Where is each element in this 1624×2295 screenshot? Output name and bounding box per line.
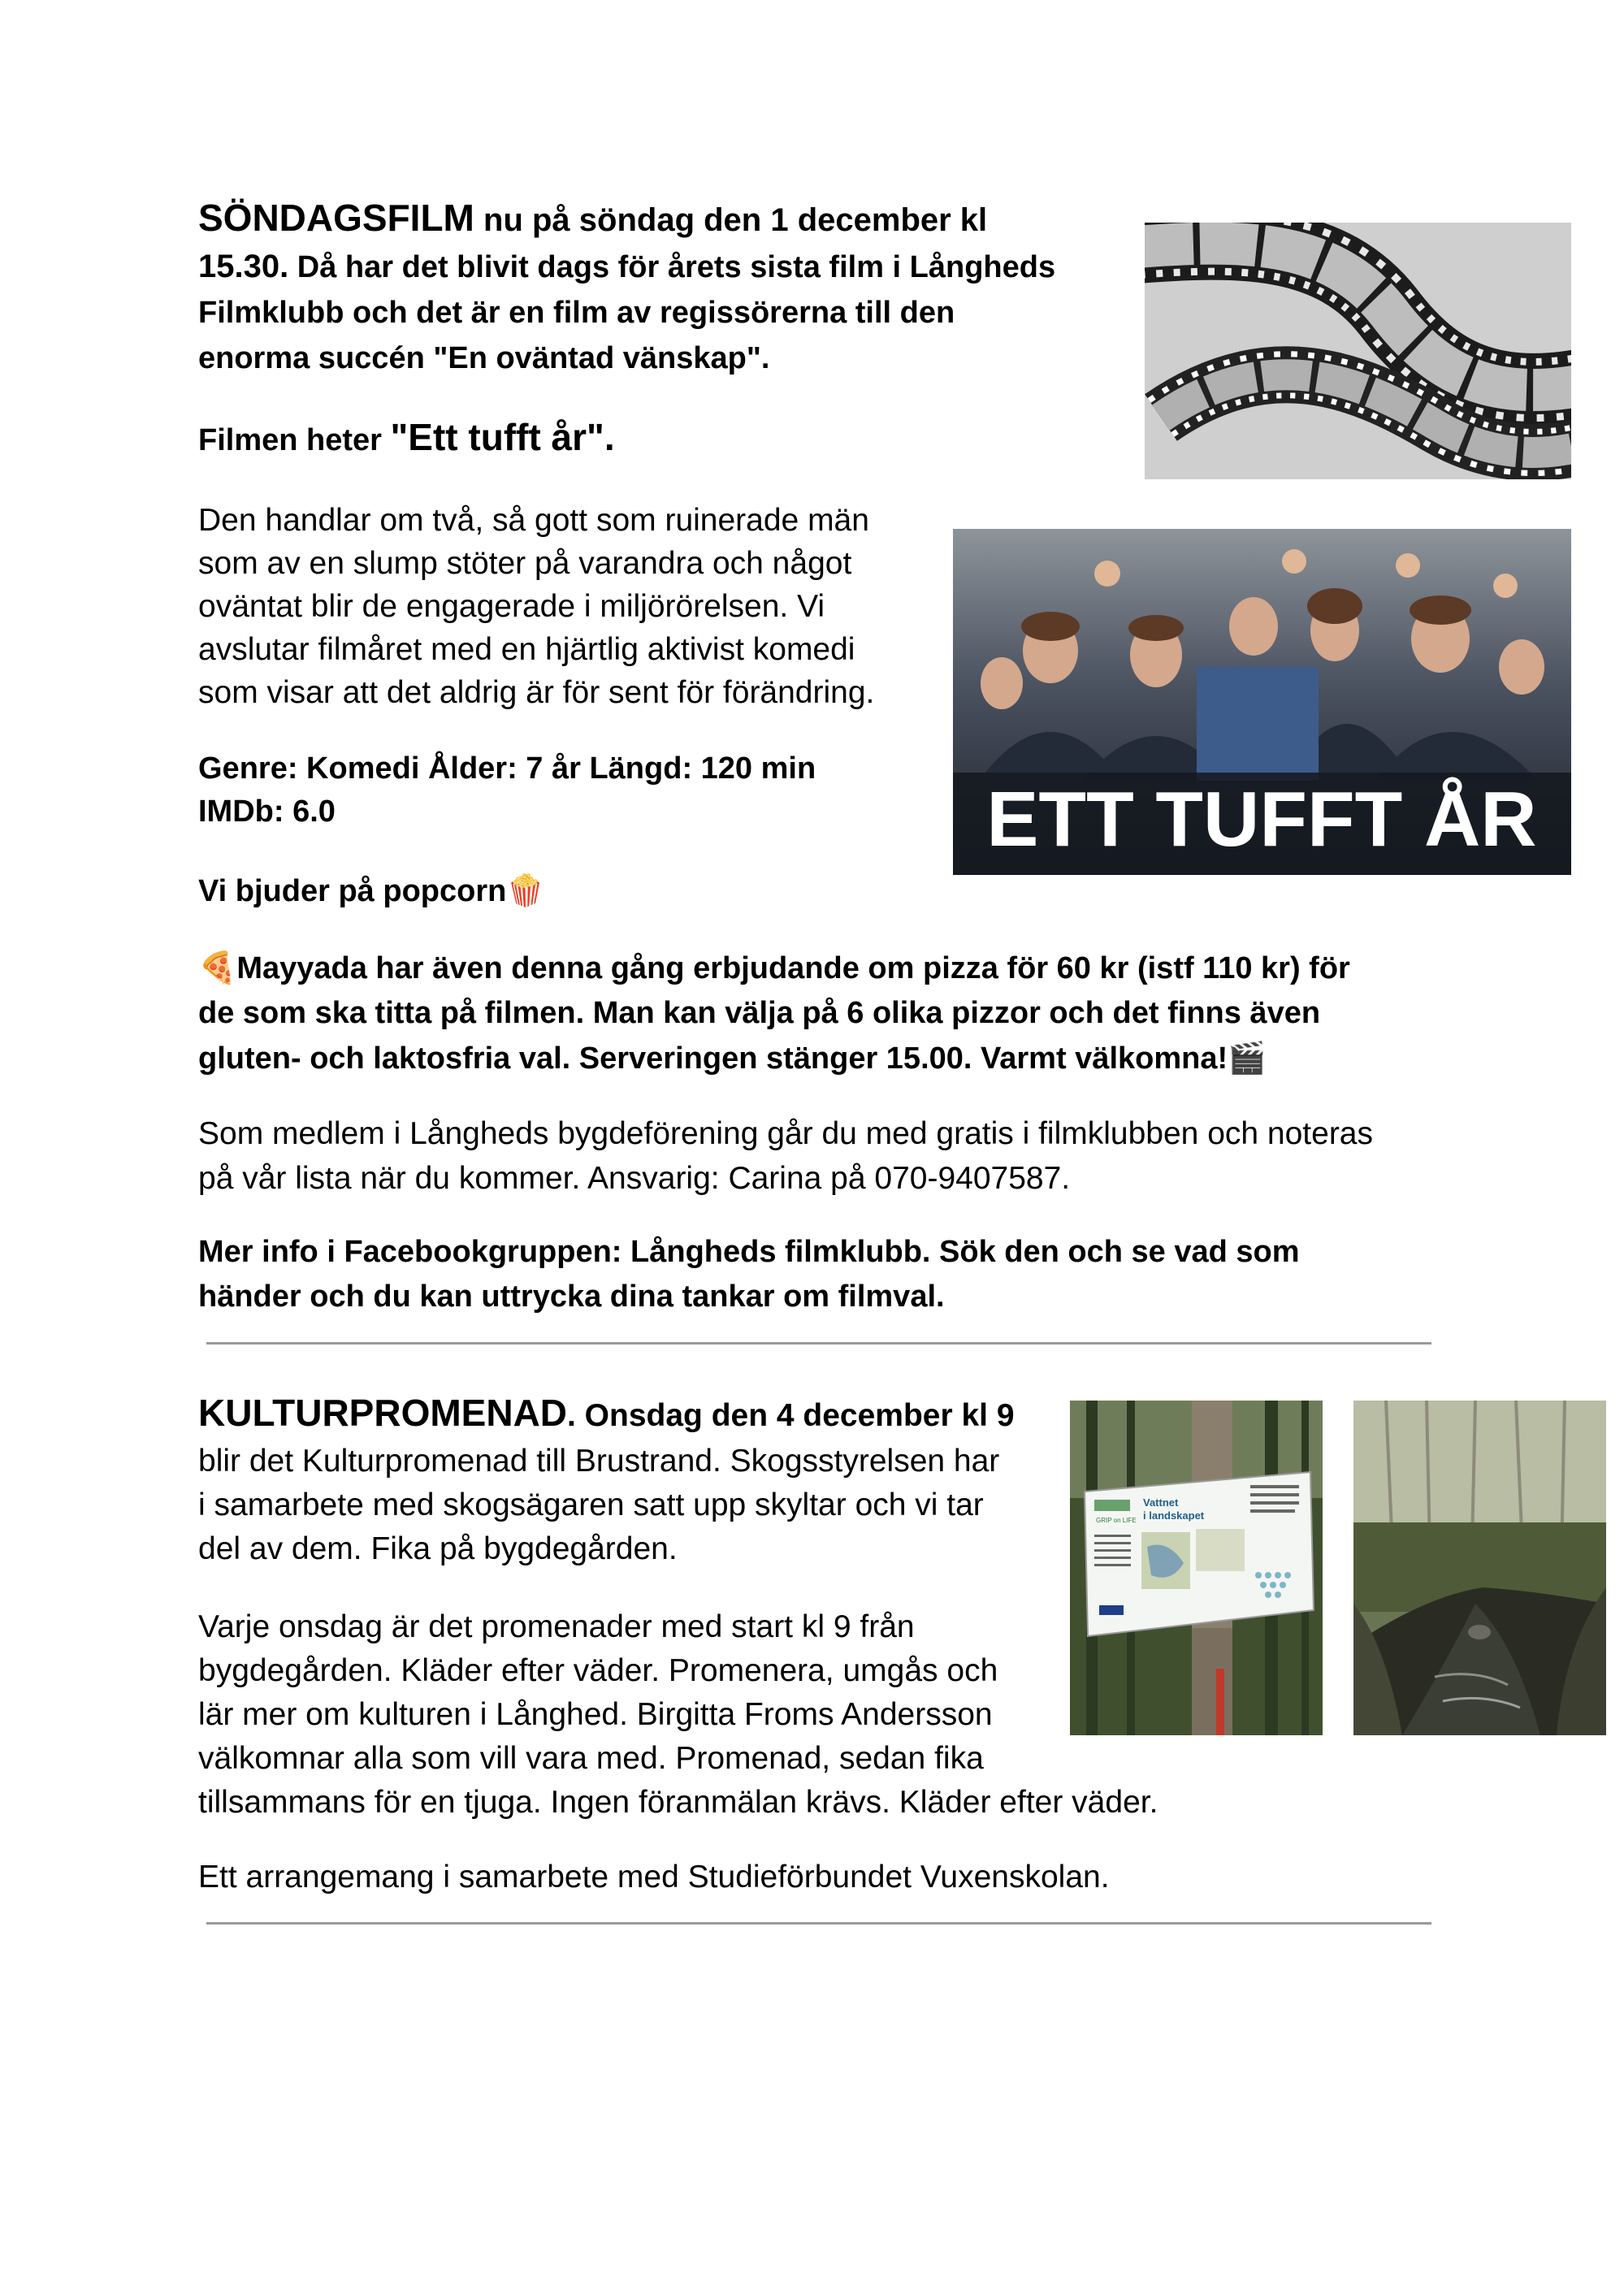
divider: [206, 1922, 1431, 1925]
film-heading-line3: Filmklubb och det är en film av regissörerna till den: [198, 296, 955, 330]
pizza-line2: de som ska titta på filmen. Man kan välja på 6 olika pizzor och det finns även: [198, 996, 1321, 1030]
forest-sign-graphic: [1070, 1401, 1323, 1735]
film-description: [198, 499, 929, 714]
popcorn-icon: 🍿: [506, 873, 545, 908]
walk-detail-line: välkomnar alla som vill vara med. Promenad, sedan fika: [198, 1741, 984, 1776]
crowd-graphic: [953, 529, 1571, 875]
forest-sign-image: [1070, 1401, 1323, 1735]
forest-stream-graphic: [1353, 1401, 1606, 1735]
walk-detail-line: bygdegården. Kläder efter väder. Promenera, umgås och: [198, 1653, 998, 1688]
film-heading-date: nu på söndag den 1 december kl: [474, 202, 988, 238]
film-name: [198, 414, 615, 463]
film-desc-line: som visar att det aldrig är för sent för förändring.: [198, 675, 875, 710]
film-heading-line2: Då har det blivit dags för årets sista film i Långheds: [288, 250, 1056, 284]
film-name-prefix: Filmen heter: [198, 423, 391, 457]
film-facts: [198, 747, 816, 834]
membership-line1: Som medlem i Långheds bygdeförening går du med gratis i filmklubben och noteras: [198, 1116, 1373, 1151]
forest-stream-image: [1353, 1401, 1606, 1735]
film-facts-line2: IMDb: 6.0: [198, 795, 336, 829]
sign-title-1: Vattnet: [1143, 1496, 1179, 1509]
film-desc-line: oväntat blir de engagerade i miljörörelsen. Vi: [198, 589, 825, 624]
film-strip-image: [1145, 223, 1571, 479]
walk-detail-line: Varje onsdag är det promenader med start kl 9 från: [198, 1609, 915, 1644]
film-desc-line: avslutar filmåret med en hjärtlig aktivist komedi: [198, 632, 855, 667]
divider: [206, 1342, 1431, 1345]
membership-line2: på vår lista när du kommer. Ansvarig: Carina på 070-9407587.: [198, 1161, 1071, 1196]
walk-detail-line: tillsammans för en tjuga. Ingen föranmälan krävs. Kläder efter väder.: [198, 1785, 1158, 1820]
film-more-info: [198, 1230, 1498, 1319]
film-name-title: "Ett tufft år".: [390, 416, 615, 458]
walk-heading-date: . Onsdag den 4 december kl 9: [567, 1398, 1015, 1433]
walk-line: del av dem. Fika på bygdegården.: [198, 1531, 678, 1566]
film-desc-line: Den handlar om två, så gott som ruinerade män: [198, 503, 869, 538]
film-heading-time: 15.30.: [198, 249, 289, 284]
film-membership: [198, 1111, 1498, 1201]
sign-title-2: i landskapet: [1143, 1509, 1205, 1522]
film-heading: [198, 195, 1132, 381]
popcorn-text: Vi bjuder på popcorn: [198, 874, 507, 908]
clapper-icon: 🎬: [1228, 1040, 1267, 1076]
film-poster-image: [953, 529, 1571, 875]
walk-line: blir det Kulturpromenad till Brustrand. Skogsstyrelsen har: [198, 1444, 1000, 1479]
walk-closing-text: Ett arrangemang i samarbete med Studieförbundet Vuxenskolan.: [198, 1860, 1110, 1894]
pizza-icon: 🍕: [198, 950, 237, 985]
info-line2: händer och du kan uttrycka dina tankar om filmval.: [198, 1280, 945, 1314]
film-heading-line4: enorma succén "En oväntad vänskap".: [198, 341, 770, 375]
poster-title: ETT TUFFT ÅR: [986, 776, 1537, 863]
walk-heading-title: KULTURPROMENAD: [198, 1392, 568, 1434]
walk-detail-line: lär mer om kulturen i Långhed. Birgitta Froms Andersson: [198, 1697, 993, 1732]
film-heading-title: SÖNDAGSFILM: [198, 197, 474, 239]
sign-logo: GRIP on LIFE: [1096, 1517, 1137, 1524]
walk-intro: [198, 1389, 1059, 1571]
pizza-line3: gluten- och laktosfria val. Serveringen stänger 15.00. Varmt välkomna!: [198, 1041, 1228, 1076]
film-strip-graphic: [1145, 223, 1571, 479]
walk-line: i samarbete med skogsägaren satt upp skyltar och vi tar: [198, 1487, 984, 1522]
film-pizza-offer: [198, 946, 1466, 1081]
film-desc-line: som av en slump stöter på varandra och något: [198, 546, 852, 581]
pizza-line1: Mayyada har även denna gång erbjudande om pizza för 60 kr (istf 110 kr) för: [236, 951, 1350, 985]
film-facts-line1: Genre: Komedi Ålder: 7 år Längd: 120 min: [198, 751, 816, 786]
info-line1: Mer info i Facebookgruppen: Långheds filmklubb. Sök den och se vad som: [198, 1235, 1300, 1269]
walk-closing: [198, 1855, 1417, 1899]
film-popcorn: [198, 868, 545, 914]
